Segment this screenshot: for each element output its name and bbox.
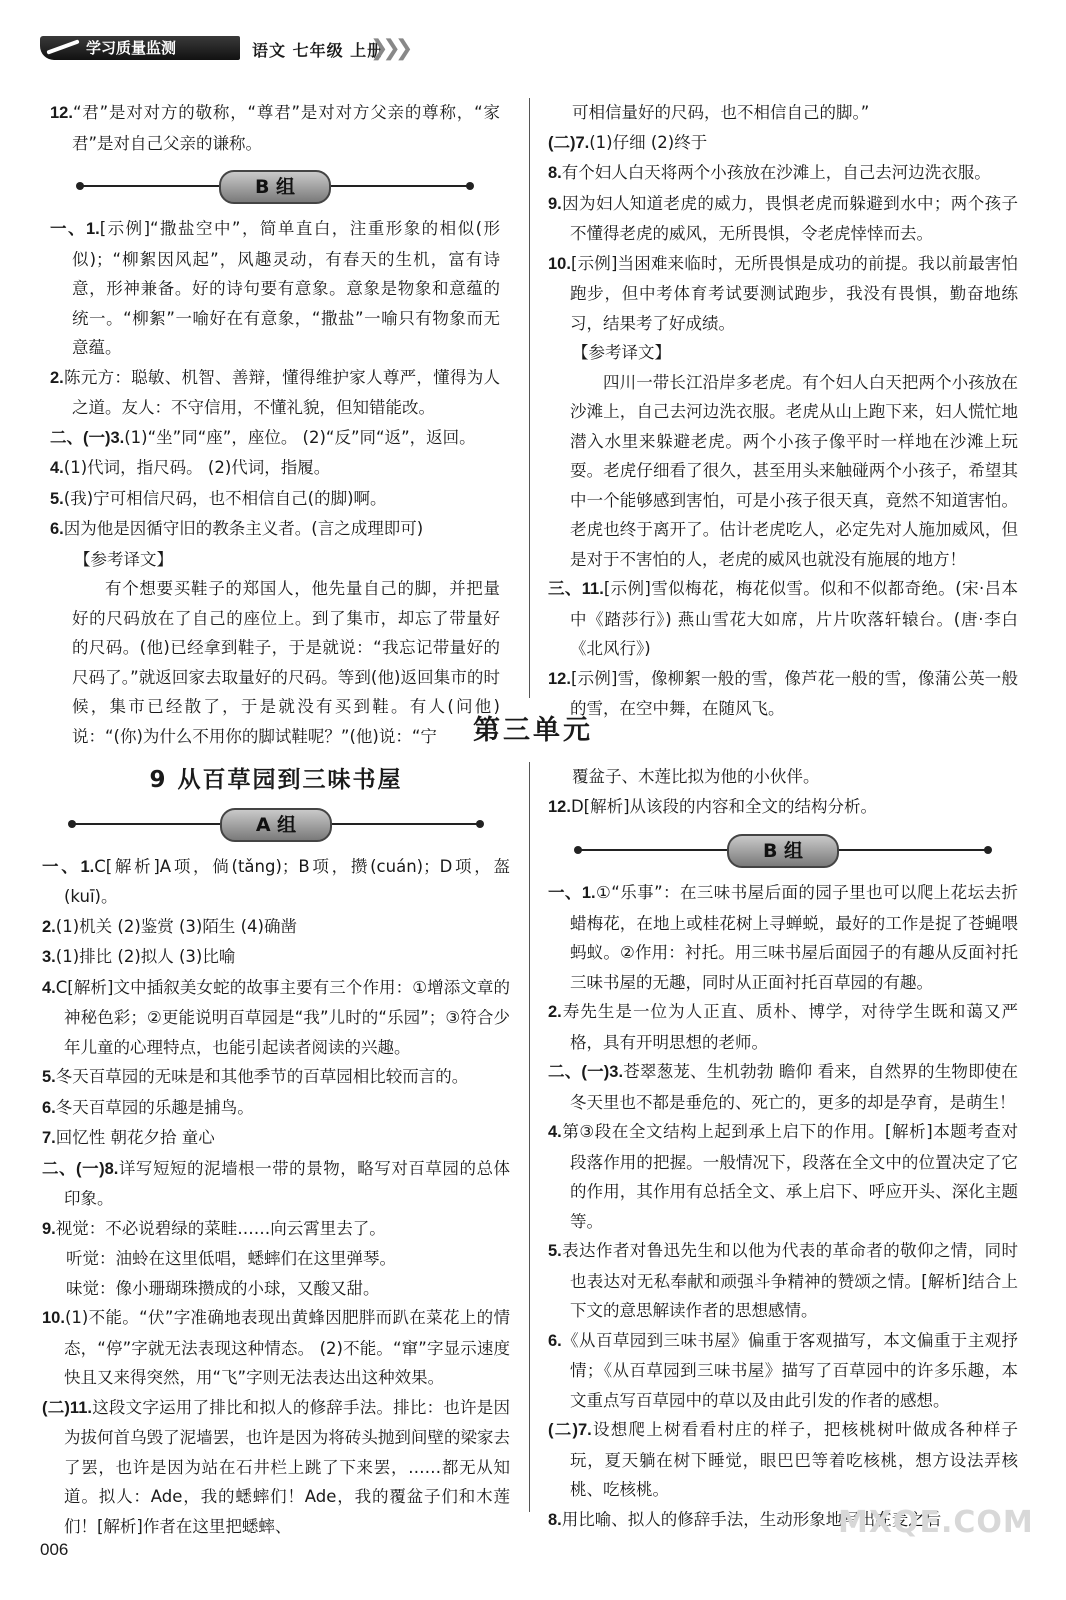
group-label: A 组 — [220, 808, 332, 842]
answer-item — [50, 98, 500, 158]
answer-text: 设想爬上树看看村庄的样子，把核桃树叶做成各种样子玩，夏天躺在树下睡觉，眼巴巴等着吃核桃，想方设法弄核桃、吃核桃。 — [570, 1420, 1019, 1499]
answer-text: 有个妇人白天将两个小孩放在沙滩上，自己去河边洗衣服。 — [561, 163, 991, 182]
answer-subline: 味觉：像小珊瑚珠攒成的小球，又酸又甜。 — [66, 1278, 380, 1298]
answer-number: 二、(一)3. — [50, 428, 125, 447]
answer-item — [50, 214, 500, 363]
answer-item — [42, 942, 510, 973]
answer-number: (二)7. — [548, 133, 590, 152]
group-divider — [50, 166, 500, 206]
answer-text: 因为他是因循守旧的教条主义者。(言之成理即可) — [63, 519, 424, 538]
answer-item — [548, 1117, 1018, 1236]
top-left-column — [50, 98, 500, 751]
answer-text: C[解析]A项，倘(tǎng)；B项，攒(cuán)；D项，盔(kuī)。 — [64, 856, 510, 906]
answer-number: (二)11. — [42, 1398, 92, 1417]
answer-number: 9. — [548, 194, 562, 213]
answer-item — [548, 1415, 1018, 1505]
answer-number: 三、11. — [548, 580, 604, 598]
answer-text: (1)排比 (2)拟人 (3)比喻 — [55, 947, 236, 966]
answer-text: [示例]“撒盐空中”，简单直白，注重形象的相似(形似)；“柳絮因风起”，风趣灵动，有春天的生机，富有诗意，形神兼备。好的诗句要有意象。意象是物象和意蕴的统一。“柳絮”一喻好在有意象，“撒盐”一喻只有物象而无意蕴。 — [72, 219, 500, 357]
answer-item — [42, 1214, 510, 1245]
continued-text: 可相信量好的尺码，也不相信自己的脚。” — [572, 103, 870, 122]
answer-text: 冬天百草园的无味是和其他季节的百草园相比较而言的。 — [55, 1067, 469, 1086]
answer-item — [42, 852, 510, 912]
answer-item — [42, 1093, 510, 1124]
answer-text: 回忆性 朝花夕拾 童心 — [55, 1128, 215, 1147]
answer-number: 4. — [548, 1123, 562, 1141]
answer-number: 4. — [42, 978, 56, 997]
answer-item — [548, 1236, 1018, 1326]
answer-text: D[解析]从该段的内容和全文的结构分析。 — [570, 796, 878, 816]
answer-text: (1)“坐”同“座”，座位。 (2)“反”同“返”，返回。 — [124, 427, 476, 447]
group-label: B 组 — [219, 170, 331, 204]
chevron-right-icon: ❯❯❯ — [370, 36, 408, 61]
answer-number: 12. — [50, 104, 73, 122]
answer-text: “君”是对对方的敬称，“尊君”是对对方父亲的尊称，“家君”是对自己父亲的谦称。 — [72, 103, 500, 153]
answer-number: 12. — [548, 797, 571, 816]
answer-number: 2. — [42, 917, 56, 936]
answer-text: [示例]雪，像柳絮一般的雪，像芦花一般的雪，像蒲公英一般的雪，在空中舞，在随风飞。 — [570, 668, 1018, 718]
answer-text: (1)仔细 (2)终于 — [589, 132, 708, 152]
answer-subline: 听觉：油蛉在这里低唱，蟋蟀们在这里弹琴。 — [66, 1249, 396, 1268]
answer-number: 4. — [50, 459, 64, 477]
answer-text: 视觉：不必说碧绿的菜畦……向云霄里去了。 — [55, 1218, 386, 1238]
group-divider — [548, 830, 1018, 870]
bottom-right-column — [548, 762, 1018, 1535]
answer-number: 二、(一)8. — [42, 1159, 119, 1178]
answer-text: [示例]雪似梅花，梅花似雪。似和不似都奇绝。(宋·吕本中《踏莎行》) 燕山雪花大如席，片片吹落轩辕台。(唐·李白《北风行》) — [570, 579, 1018, 658]
answer-number: 2. — [548, 1003, 562, 1021]
translation-heading: 【参考译文】 — [572, 343, 671, 362]
continued-text: 覆盆子、木莲比拟为他的小伙伴。 — [572, 767, 820, 786]
header-series-title: 学习质量监测 — [40, 36, 240, 60]
answer-item — [50, 453, 500, 484]
answer-text: [示例]当困难来临时，无所畏惧是成功的前提。我以前最害怕跑步，但中考体育考试要测试跑步，我没有畏惧，勤奋地练习，结果考了好成绩。 — [570, 253, 1018, 333]
translation-paragraph: 有个想要买鞋子的郑国人，他先量自己的脚，并把量好的尺码放在了自己的座位上。到了集市，却忘了带量好的尺码。(他)已经拿到鞋子，于是就说：“我忘记带量好的尺码了。”就返回家去取量好的尺码。等到(他)返回集市的时候，集市已经散了，于是就没有买到鞋。有人(问他)说：“(你)为什么不用你的脚试鞋呢？”(他)说：“宁 — [72, 579, 500, 746]
answer-text: 苍翠葱茏、生机勃勃 瞻仰 看来，自然界的生物即使在冬天里也不都是垂危的、死亡的，更多的却是孕育，是萌生！ — [570, 1062, 1018, 1112]
translation-paragraph: 四川一带长江沿岸多老虎。有个妇人白天把两个小孩放在沙滩上，自己去河边洗衣服。老虎从山上跑下来，妇人慌忙地潜入水里来躲避老虎。两个小孩子像平时一样地在沙滩上玩耍。老虎仔细看了很久，甚至用头来触碰两个小孩子，希望其中一个能够感到害怕，可是小孩子很天真，竟然不知道害怕。老虎也终于离开了。估计老虎吃人，必定先对人施加威风，但是对于不害怕的人，老虎的威风也就没有施展的地方！ — [570, 372, 1018, 569]
answer-text: 这段文字运用了排比和拟人的修辞手法。排比：也许是因为拔何首乌毁了泥墙罢，也许是因为将砖头抛到间壁的梁家去了罢，也许是因为站在石井栏上跳了下来罢，……都无从知道。拟人：Ade，我的蟋蟀们！Ade，我的覆盆子们和木莲们！[解析]作者在这里把蟋蟀、 — [64, 1397, 510, 1536]
answer-text: (我)宁可相信尺码，也不相信自己(的脚)啊。 — [63, 488, 387, 508]
answer-item — [548, 189, 1018, 249]
answer-item — [548, 574, 1018, 664]
column-divider — [529, 98, 530, 698]
answer-number: 6. — [42, 1098, 56, 1117]
answer-text: 详写短短的泥墙根一带的景物，略写对百草园的总体印象。 — [64, 1158, 511, 1208]
answer-number: 二、(一)3. — [548, 1063, 624, 1081]
answer-text: 表达作者对鲁迅先生和以他为代表的革命者的敬仰之情，同时也表达对无私奉献和顽强斗争精神的赞颂之情。[解析]结合上下文的意思解读作者的思想感情。 — [561, 1241, 1018, 1320]
translation-heading: 【参考译文】 — [74, 549, 173, 569]
answer-number: 5. — [42, 1068, 56, 1086]
answer-item — [548, 1326, 1018, 1416]
answer-number: 6. — [50, 520, 64, 538]
answer-number: 9. — [42, 1219, 56, 1238]
answer-text: 《从百草园到三味书屋》偏重于客观描写，本文偏重于主观抒情；《从百草园到三味书屋》描写了百草园中的许多乐趣，本文重点写百草园中的草以及由此引发的作者的感想。 — [561, 1330, 1018, 1410]
answer-text: 冬天百草园的乐趣是捕鸟。 — [55, 1097, 254, 1117]
answer-item — [548, 249, 1018, 339]
answer-number: 8. — [548, 1510, 562, 1529]
answer-number: 8. — [548, 164, 562, 182]
answer-text: C[解析]文中插叙美女蛇的故事主要有三个作用：①增添文章的神秘色彩；②更能说明百草园是“我”儿时的“乐园”；③符合少年儿童的心理特点，也能引起读者阅读的兴趣。 — [55, 977, 510, 1057]
group-label: B 组 — [727, 834, 839, 868]
answer-item — [50, 484, 500, 515]
answer-number: 7. — [42, 1129, 56, 1147]
answer-text: 第③段在全文结构上起到承上启下的作用。[解析]本题考查对段落作用的把握。一般情况下，段落在全文中的位置决定了它的作用，其作用有总括全文、承上启下、呼应开头、深化主题等。 — [561, 1122, 1018, 1231]
group-divider — [42, 804, 510, 844]
answer-number: (二)7. — [548, 1421, 592, 1439]
answer-text: 用比喻、拟人的修辞手法，生动形象地写出在麦之后 — [561, 1509, 942, 1529]
unit-title: 第三单元 — [473, 715, 593, 746]
bottom-left-column — [42, 762, 510, 1541]
answer-text: (1)机关 (2)鉴赏 (3)陌生 (4)确凿 — [55, 916, 297, 936]
answer-number: 12. — [548, 669, 571, 688]
answer-item — [548, 1057, 1018, 1117]
answer-item — [42, 973, 510, 1063]
column-divider — [529, 762, 530, 1512]
answer-item — [42, 1393, 510, 1542]
answer-text: (1)不能。“伏”字准确地表现出黄蜂因肥胖而趴在菜花上的情态，“停”字就无法表现这种情态。 (2)不能。“窜”字显示速度快且又来得突然，用“飞”字则无法表达出这种效果。 — [64, 1308, 510, 1387]
answer-item — [548, 128, 1018, 159]
answer-text: 因为妇人知道老虎的威力，畏惧老虎而躲避到水中；两个孩子不懂得老虎的威风，无所畏惧，令老虎悻悻而去。 — [561, 193, 1018, 243]
answer-text: 寿先生是一位为人正直、质朴、博学，对待学生既和蔼又严格，具有开明思想的老师。 — [561, 1002, 1018, 1052]
answer-text: 陈元方：聪敏、机智、善辩，懂得维护家人尊严，懂得为人之道。友人：不守信用，不懂礼貌，但知错能改。 — [63, 367, 500, 417]
answer-item — [50, 363, 500, 423]
watermark-logo: MXQE.COM — [838, 1505, 1034, 1540]
answer-item — [548, 997, 1018, 1057]
answer-number: 2. — [50, 368, 64, 387]
answer-item — [42, 1303, 510, 1393]
answer-item — [50, 514, 500, 545]
answer-number: 一、1. — [50, 220, 100, 238]
answer-number: 5. — [548, 1242, 562, 1260]
header-subject: 语文 七年级 上册 — [252, 41, 385, 60]
answer-item — [548, 878, 1018, 997]
answer-item — [42, 1062, 510, 1093]
top-right-column — [548, 98, 1018, 724]
answer-item — [50, 423, 500, 454]
answer-number: 6. — [548, 1331, 562, 1350]
answer-text: ①“乐事”：在三味书屋后面的园子里也可以爬上花坛去折蜡梅花，在地上或桂花树上寻蝉蜕，最好的工作是捉了苍蝇喂蚂蚁。②作用：衬托。用三味书屋后面园子的有趣从反面衬托三味书屋的无趣，同时从正面衬托百草园的有趣。 — [570, 883, 1018, 992]
answer-number: 5. — [50, 489, 64, 508]
answer-text: (1)代词，指尺码。 (2)代词，指履。 — [63, 458, 331, 477]
page-number: 006 — [40, 1540, 69, 1559]
answer-item — [548, 792, 1018, 823]
answer-number: 10. — [42, 1309, 65, 1327]
page-header — [40, 34, 460, 64]
answer-item — [548, 158, 1018, 189]
answer-number: 10. — [548, 254, 571, 273]
answer-number: 3. — [42, 948, 56, 966]
answer-number: 一、1. — [42, 857, 95, 876]
answer-number: 一、1. — [548, 884, 596, 902]
answer-item — [42, 1123, 510, 1154]
answer-item — [42, 1154, 510, 1214]
answer-item — [42, 912, 510, 943]
lesson-title: 9 从百草园到三味书屋 — [149, 767, 403, 793]
